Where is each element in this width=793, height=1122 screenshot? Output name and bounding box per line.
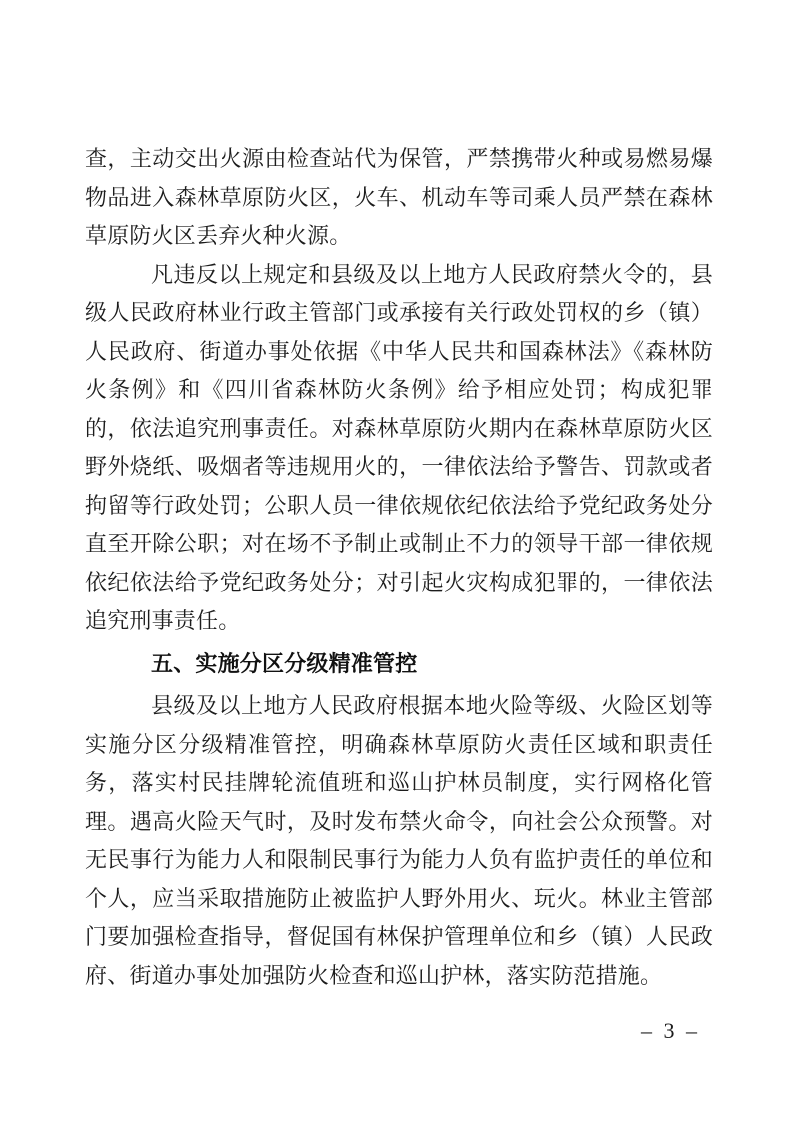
page-footer bbox=[641, 1018, 700, 1044]
page-number: – 3 – bbox=[641, 1018, 700, 1043]
paragraph-violation-penalties: 凡违反以上规定和县级及以上地方人民政府禁火令的，县级人民政府林业行政主管部门或承接有关行政处罚权的乡（镇）人民政府、街道办事处依据《中华人民共和国森林法》《森林防火条例》和《四川省森林防火条例》给予相应处罚；构成犯罪的，依法追究刑事责任。对森林草原防火期内在森林草原防火区野外烧纸、吸烟者等违规用火的，一律依法给予警告、罚款或者拘留等行政处罚；公职人员一律依规依纪依法给予党纪政务处分直至开除公职；对在场不予制止或制止不力的领导干部一律依规依纪依法给予党纪政务处分；对引起火灾构成犯罪的，一律依法追究刑事责任。 bbox=[85, 261, 713, 633]
section-heading-zoning-control: 五、实施分区分级精准管控 bbox=[151, 650, 418, 676]
paragraph-zoning-management: 县级及以上地方人民政府根据本地火险等级、火险区划等实施分区分级精准管控，明确森林草原防火责任区域和职责任务，落实村民挂牌轮流值班和巡山护林员制度，实行网格化管理。遇高火险天气时，及时发布禁火命令，向社会公众预警。对无民事行为能力人和限制民事行为能力人负有监护责任的单位和个人，应当采取措施防止被监护人野外用火、玩火。林业主管部门要加强检查指导，督促国有林保护管理单位和乡（镇）人民政府、街道办事处加强防火检查和巡山护林，落实防范措施。 bbox=[85, 693, 713, 988]
document-body bbox=[85, 140, 713, 995]
paragraph-fire-source-control: 查，主动交出火源由检查站代为保管，严禁携带火种或易燃易爆物品进入森林草原防火区，火车、机动车等司乘人员严禁在森林草原防火区丢弃火种火源。 bbox=[85, 146, 713, 248]
